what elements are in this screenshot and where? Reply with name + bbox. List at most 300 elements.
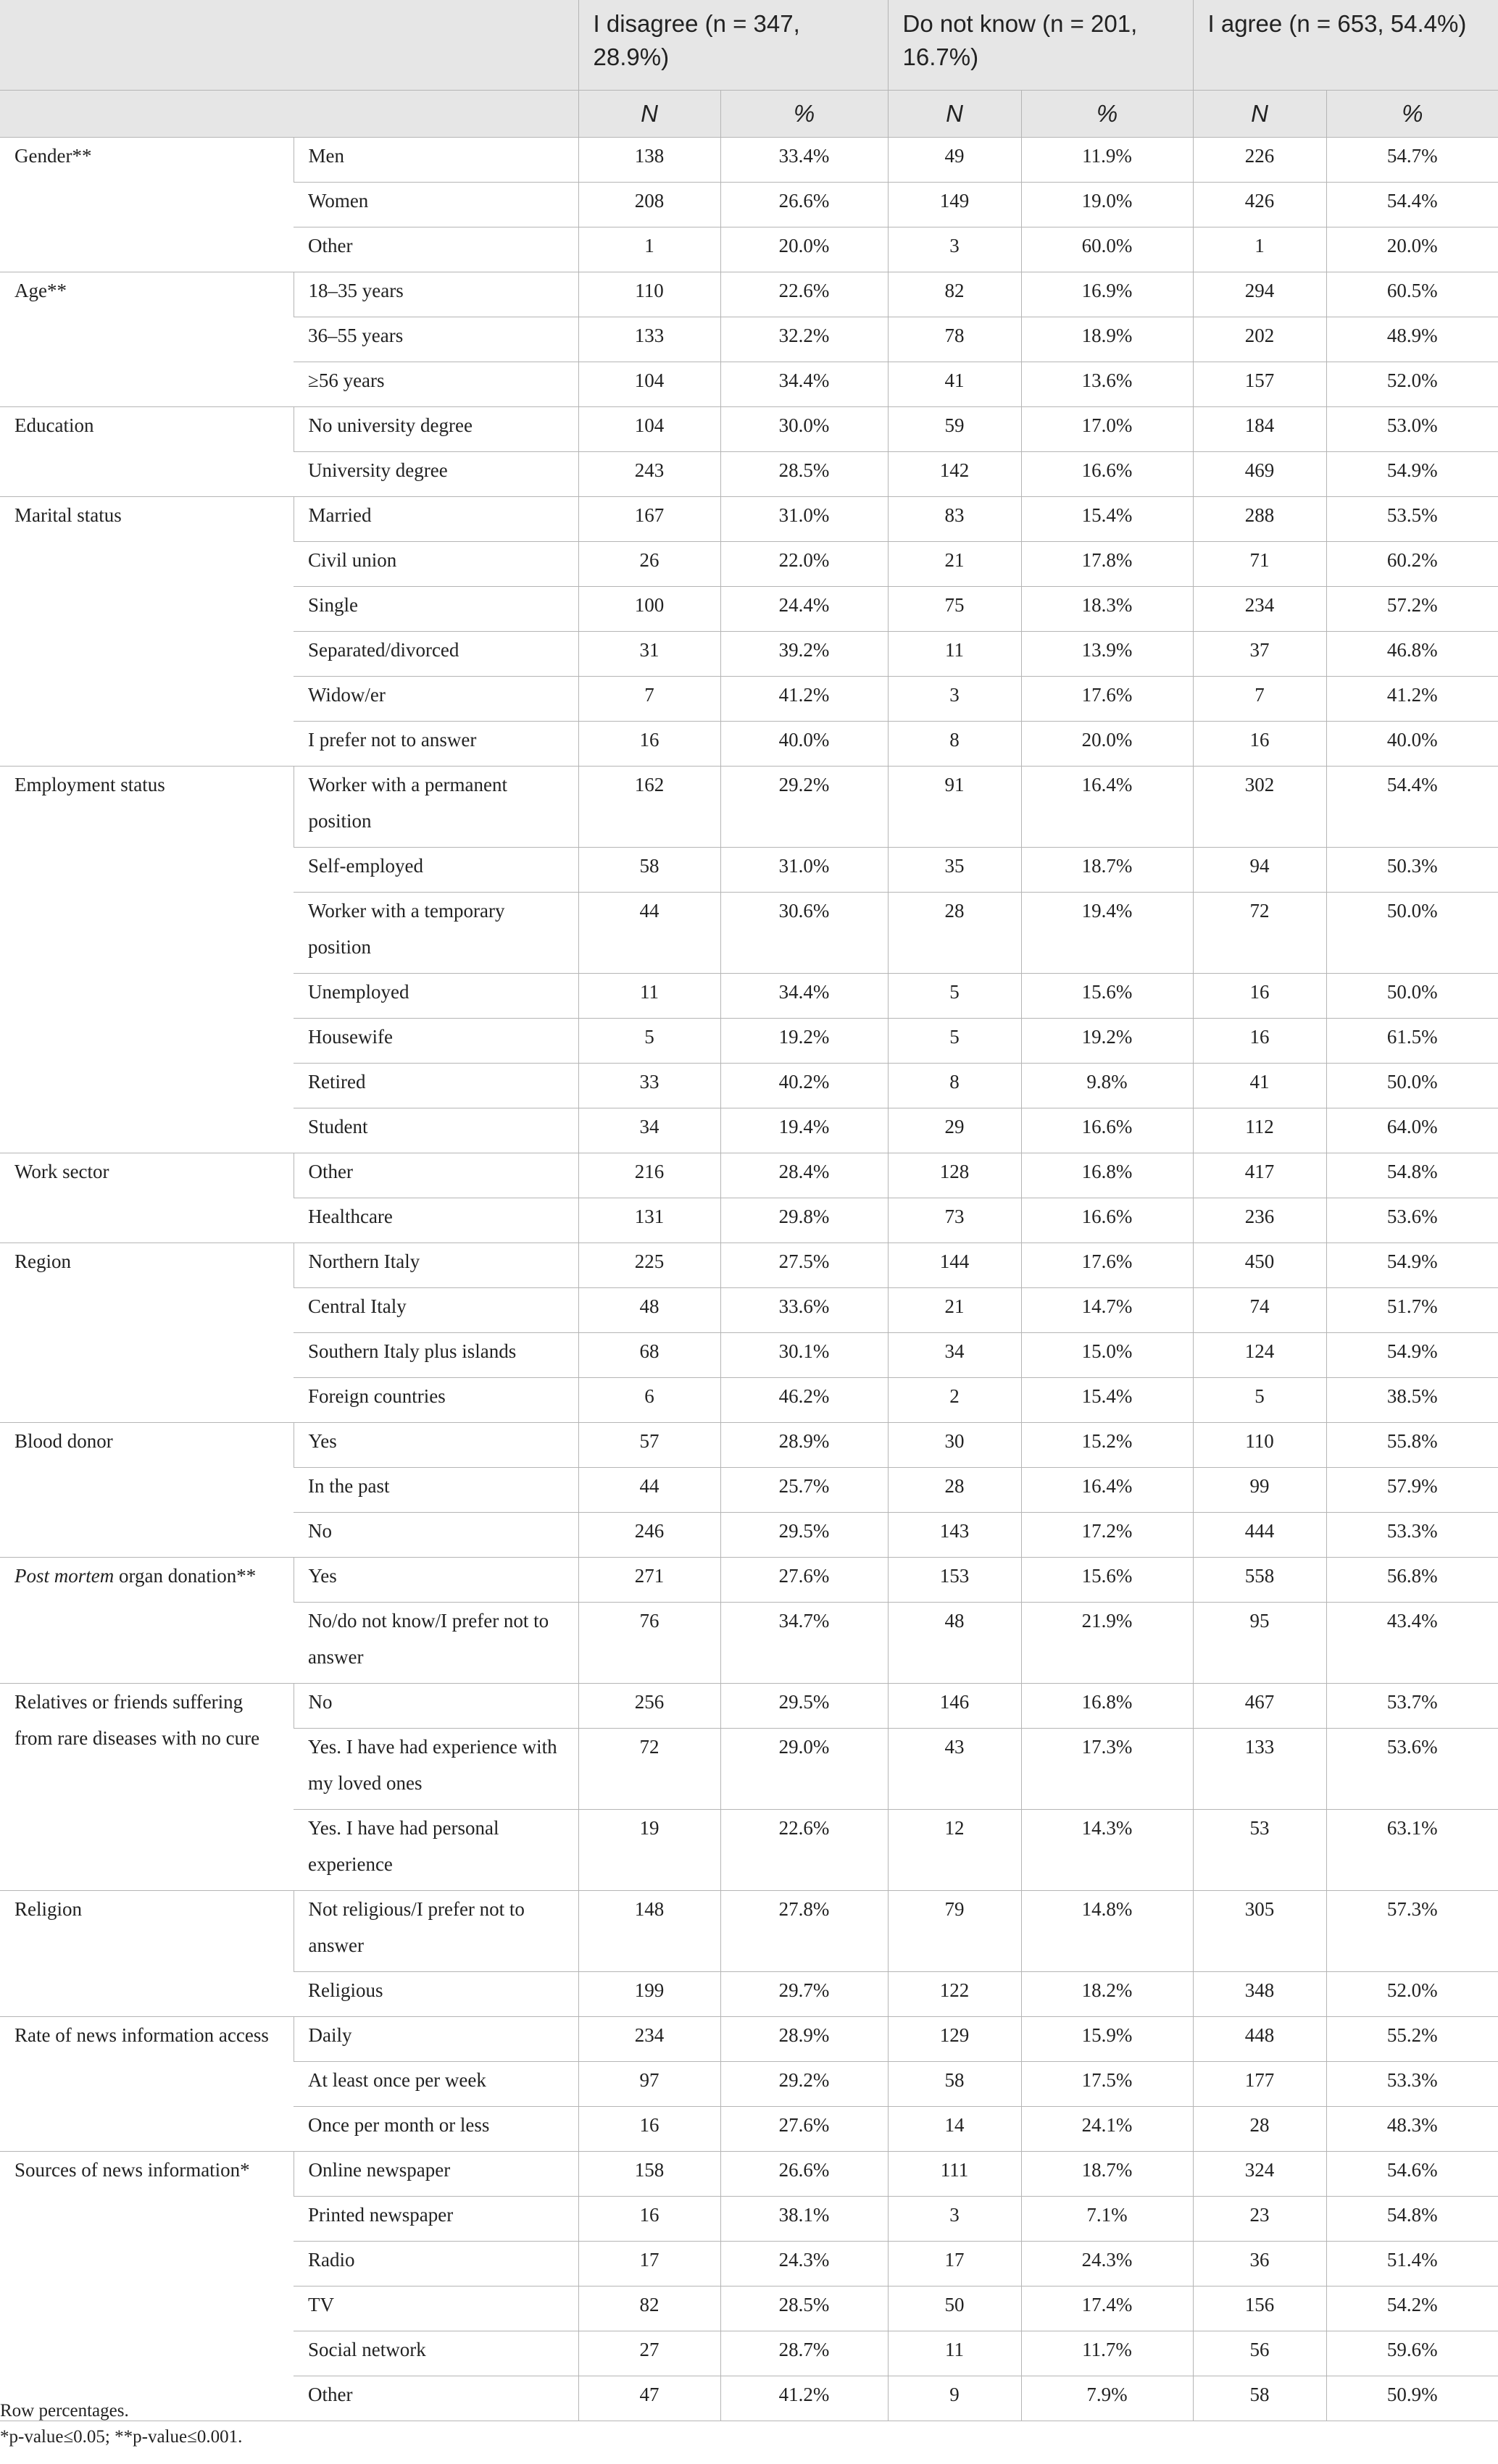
cell-dnk-n: 30	[888, 1423, 1021, 1468]
cell-dnk-pct: 18.7%	[1021, 848, 1193, 893]
cell-agree-n: 302	[1193, 767, 1326, 848]
cell-dnk-pct: 18.9%	[1021, 317, 1193, 362]
cell-agree-n: 234	[1193, 587, 1326, 632]
cell-disagree-n: 16	[578, 2197, 720, 2242]
cell-dnk-pct: 24.1%	[1021, 2107, 1193, 2152]
cell-disagree-n: 271	[578, 1558, 720, 1603]
cell-disagree-n: 44	[578, 893, 720, 974]
cell-disagree-n: 48	[578, 1288, 720, 1333]
cell-agree-pct: 50.0%	[1326, 974, 1498, 1019]
cell-dnk-pct: 15.6%	[1021, 974, 1193, 1019]
cell-agree-pct: 54.8%	[1326, 2197, 1498, 2242]
table-row	[0, 767, 1498, 848]
cell-disagree-n: 31	[578, 632, 720, 677]
cell-agree-pct: 54.6%	[1326, 2152, 1498, 2197]
cell-disagree-pct: 46.2%	[720, 1378, 888, 1423]
group-label	[0, 138, 294, 272]
cell-disagree-n: 26	[578, 542, 720, 587]
cell-dnk-pct: 16.6%	[1021, 1108, 1193, 1153]
subheader-dnk-n: N	[888, 91, 1021, 138]
category-label: Other	[294, 2376, 578, 2421]
cell-disagree-n: 97	[578, 2062, 720, 2107]
cell-agree-pct: 56.8%	[1326, 1558, 1498, 1603]
group-label-text: Marital status	[14, 504, 122, 526]
cell-agree-pct: 53.6%	[1326, 1729, 1498, 1810]
cell-disagree-pct: 30.0%	[720, 407, 888, 452]
cell-disagree-pct: 28.9%	[720, 1423, 888, 1468]
group-label-text: Religion	[14, 1898, 82, 1920]
cell-dnk-n: 128	[888, 1153, 1021, 1198]
cell-agree-pct: 57.9%	[1326, 1468, 1498, 1513]
category-label: Yes	[294, 1423, 578, 1468]
cell-agree-n: 184	[1193, 407, 1326, 452]
cell-disagree-n: 158	[578, 2152, 720, 2197]
cell-agree-n: 236	[1193, 1198, 1326, 1243]
cell-dnk-n: 82	[888, 272, 1021, 317]
cell-dnk-pct: 15.0%	[1021, 1333, 1193, 1378]
group-label-text: Education	[14, 414, 94, 436]
table-row	[0, 407, 1498, 452]
cell-agree-n: 58	[1193, 2376, 1326, 2421]
cell-dnk-pct: 17.3%	[1021, 1729, 1193, 1810]
category-label: Retired	[294, 1064, 578, 1108]
cell-agree-n: 16	[1193, 974, 1326, 1019]
cell-dnk-n: 75	[888, 587, 1021, 632]
cell-disagree-pct: 38.1%	[720, 2197, 888, 2242]
category-label: Unemployed	[294, 974, 578, 1019]
cell-agree-n: 36	[1193, 2242, 1326, 2286]
cell-dnk-n: 11	[888, 632, 1021, 677]
category-label: Printed newspaper	[294, 2197, 578, 2242]
category-label: Social network	[294, 2331, 578, 2376]
cell-dnk-n: 48	[888, 1603, 1021, 1684]
group-label-text: organ donation**	[114, 1565, 257, 1587]
group-label	[0, 1558, 294, 1684]
cell-agree-pct: 54.4%	[1326, 183, 1498, 227]
header-agree: I agree (n = 653, 54.4%)	[1193, 0, 1498, 91]
group-label-italic: Post mortem	[14, 1565, 115, 1587]
cell-agree-pct: 59.6%	[1326, 2331, 1498, 2376]
subheader-dnk-pct: %	[1021, 91, 1193, 138]
cell-disagree-pct: 30.6%	[720, 893, 888, 974]
category-label: University degree	[294, 452, 578, 497]
cell-dnk-n: 28	[888, 893, 1021, 974]
cell-disagree-pct: 29.2%	[720, 767, 888, 848]
category-label: Yes	[294, 1558, 578, 1603]
group-label	[0, 407, 294, 497]
cell-disagree-n: 1	[578, 227, 720, 272]
category-label: Men	[294, 138, 578, 183]
cell-dnk-pct: 21.9%	[1021, 1603, 1193, 1684]
cell-agree-n: 156	[1193, 2286, 1326, 2331]
cell-agree-pct: 53.7%	[1326, 1684, 1498, 1729]
cell-disagree-pct: 29.2%	[720, 2062, 888, 2107]
cell-agree-pct: 54.9%	[1326, 452, 1498, 497]
cell-dnk-pct: 17.6%	[1021, 677, 1193, 722]
cell-disagree-n: 16	[578, 722, 720, 767]
cell-disagree-pct: 24.4%	[720, 587, 888, 632]
cell-agree-pct: 50.0%	[1326, 1064, 1498, 1108]
subheader-agree-pct: %	[1326, 91, 1498, 138]
cell-disagree-n: 16	[578, 2107, 720, 2152]
cell-disagree-n: 44	[578, 1468, 720, 1513]
cell-dnk-n: 9	[888, 2376, 1021, 2421]
cell-agree-n: 1	[1193, 227, 1326, 272]
subheader-disagree-pct: %	[720, 91, 888, 138]
cell-agree-pct: 46.8%	[1326, 632, 1498, 677]
category-label: No university degree	[294, 407, 578, 452]
cell-dnk-n: 11	[888, 2331, 1021, 2376]
cell-disagree-n: 216	[578, 1153, 720, 1198]
cell-dnk-pct: 16.8%	[1021, 1684, 1193, 1729]
group-label	[0, 2152, 294, 2421]
cell-agree-n: 99	[1193, 1468, 1326, 1513]
table-row	[0, 2017, 1498, 2062]
subheader-blank	[0, 91, 578, 138]
cell-disagree-pct: 33.6%	[720, 1288, 888, 1333]
cell-agree-pct: 54.4%	[1326, 767, 1498, 848]
cell-dnk-pct: 15.2%	[1021, 1423, 1193, 1468]
cell-dnk-pct: 16.4%	[1021, 767, 1193, 848]
cell-agree-n: 95	[1193, 1603, 1326, 1684]
cell-agree-n: 426	[1193, 183, 1326, 227]
cell-agree-n: 448	[1193, 2017, 1326, 2062]
group-label	[0, 1153, 294, 1243]
group-label	[0, 2017, 294, 2152]
cell-disagree-n: 19	[578, 1810, 720, 1891]
category-label: Worker with a permanent position	[294, 767, 578, 848]
table-row	[0, 272, 1498, 317]
subheader-agree-n: N	[1193, 91, 1326, 138]
cell-dnk-pct: 17.8%	[1021, 542, 1193, 587]
group-label	[0, 497, 294, 767]
cell-agree-n: 177	[1193, 2062, 1326, 2107]
cell-agree-n: 16	[1193, 722, 1326, 767]
cell-disagree-pct: 24.3%	[720, 2242, 888, 2286]
cell-dnk-pct: 17.4%	[1021, 2286, 1193, 2331]
cell-dnk-n: 83	[888, 497, 1021, 542]
cell-agree-n: 53	[1193, 1810, 1326, 1891]
cell-dnk-n: 73	[888, 1198, 1021, 1243]
table-row	[0, 1243, 1498, 1288]
cell-agree-pct: 54.9%	[1326, 1243, 1498, 1288]
category-label: Yes. I have had personal experience	[294, 1810, 578, 1891]
cell-dnk-n: 149	[888, 183, 1021, 227]
cell-disagree-n: 58	[578, 848, 720, 893]
cell-disagree-pct: 29.7%	[720, 1972, 888, 2017]
group-label-text: Region	[14, 1250, 71, 1272]
cell-dnk-n: 8	[888, 1064, 1021, 1108]
category-label: Radio	[294, 2242, 578, 2286]
group-label-text: Sources of news information*	[14, 2159, 250, 2181]
cell-disagree-n: 72	[578, 1729, 720, 1810]
cell-agree-n: 74	[1193, 1288, 1326, 1333]
cell-disagree-pct: 32.2%	[720, 317, 888, 362]
category-label: Central Italy	[294, 1288, 578, 1333]
cell-dnk-pct: 15.9%	[1021, 2017, 1193, 2062]
cell-dnk-pct: 17.6%	[1021, 1243, 1193, 1288]
cell-dnk-n: 129	[888, 2017, 1021, 2062]
category-label: Not religious/I prefer not to answer	[294, 1891, 578, 1972]
cell-disagree-pct: 22.0%	[720, 542, 888, 587]
cell-dnk-n: 111	[888, 2152, 1021, 2197]
table-row	[0, 1558, 1498, 1603]
category-label: Housewife	[294, 1019, 578, 1064]
cell-agree-pct: 53.6%	[1326, 1198, 1498, 1243]
cell-agree-pct: 52.0%	[1326, 1972, 1498, 2017]
group-label-text: Employment status	[14, 774, 165, 795]
cell-agree-n: 37	[1193, 632, 1326, 677]
cell-agree-n: 288	[1193, 497, 1326, 542]
cell-agree-pct: 53.3%	[1326, 1513, 1498, 1558]
cell-agree-n: 41	[1193, 1064, 1326, 1108]
cell-dnk-pct: 60.0%	[1021, 227, 1193, 272]
cell-disagree-n: 34	[578, 1108, 720, 1153]
cell-disagree-n: 76	[578, 1603, 720, 1684]
cell-disagree-n: 148	[578, 1891, 720, 1972]
cell-agree-n: 469	[1193, 452, 1326, 497]
cell-agree-pct: 51.4%	[1326, 2242, 1498, 2286]
cell-disagree-n: 82	[578, 2286, 720, 2331]
cell-agree-n: 71	[1193, 542, 1326, 587]
cell-disagree-pct: 34.7%	[720, 1603, 888, 1684]
cell-disagree-pct: 40.2%	[720, 1064, 888, 1108]
group-label	[0, 1684, 294, 1891]
cell-dnk-pct: 16.4%	[1021, 1468, 1193, 1513]
cell-disagree-n: 208	[578, 183, 720, 227]
cell-dnk-n: 5	[888, 974, 1021, 1019]
cell-dnk-pct: 9.8%	[1021, 1064, 1193, 1108]
cell-dnk-n: 29	[888, 1108, 1021, 1153]
footnote-significance: *p-value≤0.05; **p-value≤0.001.	[0, 2427, 243, 2447]
cell-agree-n: 467	[1193, 1684, 1326, 1729]
category-label: Southern Italy plus islands	[294, 1333, 578, 1378]
cell-dnk-n: 122	[888, 1972, 1021, 2017]
cell-disagree-pct: 29.5%	[720, 1684, 888, 1729]
cell-agree-pct: 60.5%	[1326, 272, 1498, 317]
cell-disagree-pct: 26.6%	[720, 183, 888, 227]
cell-agree-pct: 38.5%	[1326, 1378, 1498, 1423]
footnotes	[0, 2398, 242, 2450]
cell-disagree-pct: 34.4%	[720, 362, 888, 407]
group-label	[0, 1423, 294, 1558]
cell-agree-pct: 53.3%	[1326, 2062, 1498, 2107]
cell-dnk-pct: 20.0%	[1021, 722, 1193, 767]
cell-dnk-pct: 19.4%	[1021, 893, 1193, 974]
category-label: Once per month or less	[294, 2107, 578, 2152]
cell-disagree-pct: 28.7%	[720, 2331, 888, 2376]
cell-agree-pct: 20.0%	[1326, 227, 1498, 272]
cell-disagree-n: 133	[578, 317, 720, 362]
cell-dnk-n: 79	[888, 1891, 1021, 1972]
cell-disagree-pct: 41.2%	[720, 2376, 888, 2421]
cell-dnk-pct: 14.3%	[1021, 1810, 1193, 1891]
cell-dnk-pct: 11.7%	[1021, 2331, 1193, 2376]
cell-disagree-n: 243	[578, 452, 720, 497]
cell-agree-pct: 50.3%	[1326, 848, 1498, 893]
category-label: I prefer not to answer	[294, 722, 578, 767]
category-label: Online newspaper	[294, 2152, 578, 2197]
cell-agree-n: 94	[1193, 848, 1326, 893]
cell-dnk-pct: 17.0%	[1021, 407, 1193, 452]
category-label: Foreign countries	[294, 1378, 578, 1423]
cell-disagree-n: 104	[578, 362, 720, 407]
cell-dnk-pct: 16.8%	[1021, 1153, 1193, 1198]
cell-dnk-pct: 19.0%	[1021, 183, 1193, 227]
cell-agree-n: 450	[1193, 1243, 1326, 1288]
category-label: Self-employed	[294, 848, 578, 893]
category-label: No	[294, 1684, 578, 1729]
cell-disagree-pct: 27.6%	[720, 2107, 888, 2152]
cell-dnk-pct: 13.6%	[1021, 362, 1193, 407]
cell-agree-pct: 60.2%	[1326, 542, 1498, 587]
cell-agree-pct: 51.7%	[1326, 1288, 1498, 1333]
cell-agree-n: 133	[1193, 1729, 1326, 1810]
cell-disagree-n: 17	[578, 2242, 720, 2286]
cell-disagree-pct: 20.0%	[720, 227, 888, 272]
cell-disagree-n: 246	[578, 1513, 720, 1558]
cell-disagree-pct: 28.5%	[720, 2286, 888, 2331]
cell-agree-n: 348	[1193, 1972, 1326, 2017]
cell-dnk-n: 12	[888, 1810, 1021, 1891]
cell-dnk-n: 153	[888, 1558, 1021, 1603]
cell-dnk-n: 5	[888, 1019, 1021, 1064]
cell-disagree-n: 5	[578, 1019, 720, 1064]
cell-disagree-pct: 28.5%	[720, 452, 888, 497]
cell-disagree-n: 131	[578, 1198, 720, 1243]
cell-dnk-n: 14	[888, 2107, 1021, 2152]
cell-agree-n: 444	[1193, 1513, 1326, 1558]
cell-dnk-pct: 17.5%	[1021, 2062, 1193, 2107]
cell-disagree-pct: 40.0%	[720, 722, 888, 767]
group-label	[0, 1891, 294, 2017]
cell-disagree-n: 104	[578, 407, 720, 452]
cell-disagree-pct: 29.0%	[720, 1729, 888, 1810]
category-label: At least once per week	[294, 2062, 578, 2107]
cell-dnk-n: 91	[888, 767, 1021, 848]
cell-dnk-pct: 15.4%	[1021, 497, 1193, 542]
cell-dnk-n: 50	[888, 2286, 1021, 2331]
cell-agree-pct: 57.3%	[1326, 1891, 1498, 1972]
cell-disagree-n: 225	[578, 1243, 720, 1288]
category-label: Northern Italy	[294, 1243, 578, 1288]
cell-disagree-n: 138	[578, 138, 720, 183]
cell-disagree-n: 256	[578, 1684, 720, 1729]
cell-disagree-n: 7	[578, 677, 720, 722]
table-row	[0, 1153, 1498, 1198]
cell-dnk-pct: 13.9%	[1021, 632, 1193, 677]
group-label-text: Work sector	[14, 1161, 109, 1182]
cell-disagree-n: 68	[578, 1333, 720, 1378]
cell-disagree-n: 162	[578, 767, 720, 848]
cell-dnk-n: 43	[888, 1729, 1021, 1810]
cell-agree-pct: 54.8%	[1326, 1153, 1498, 1198]
cell-disagree-pct: 22.6%	[720, 272, 888, 317]
cell-dnk-n: 144	[888, 1243, 1021, 1288]
cell-dnk-n: 59	[888, 407, 1021, 452]
cell-agree-pct: 53.5%	[1326, 497, 1498, 542]
cell-dnk-pct: 16.6%	[1021, 1198, 1193, 1243]
cell-agree-pct: 64.0%	[1326, 1108, 1498, 1153]
cell-agree-n: 7	[1193, 677, 1326, 722]
cell-disagree-n: 100	[578, 587, 720, 632]
table-row	[0, 1423, 1498, 1468]
table-row	[0, 497, 1498, 542]
cell-disagree-n: 234	[578, 2017, 720, 2062]
cell-disagree-n: 27	[578, 2331, 720, 2376]
cell-disagree-pct: 28.9%	[720, 2017, 888, 2062]
group-label-text: Blood donor	[14, 1430, 113, 1452]
cell-disagree-pct: 26.6%	[720, 2152, 888, 2197]
cell-disagree-pct: 30.1%	[720, 1333, 888, 1378]
cell-disagree-pct: 22.6%	[720, 1810, 888, 1891]
cell-disagree-n: 57	[578, 1423, 720, 1468]
cell-dnk-pct: 17.2%	[1021, 1513, 1193, 1558]
cell-disagree-pct: 28.4%	[720, 1153, 888, 1198]
group-label-text: Rate of news information access	[14, 2024, 269, 2046]
cell-dnk-n: 3	[888, 2197, 1021, 2242]
cell-disagree-pct: 29.5%	[720, 1513, 888, 1558]
cell-agree-n: 72	[1193, 893, 1326, 974]
cell-disagree-pct: 39.2%	[720, 632, 888, 677]
cell-dnk-n: 21	[888, 1288, 1021, 1333]
category-label: Single	[294, 587, 578, 632]
cell-agree-n: 56	[1193, 2331, 1326, 2376]
cell-dnk-n: 2	[888, 1378, 1021, 1423]
category-label: In the past	[294, 1468, 578, 1513]
cell-disagree-pct: 27.8%	[720, 1891, 888, 1972]
cell-dnk-n: 78	[888, 317, 1021, 362]
group-label	[0, 767, 294, 1153]
category-label: 18–35 years	[294, 272, 578, 317]
cell-disagree-pct: 27.5%	[720, 1243, 888, 1288]
cell-dnk-n: 21	[888, 542, 1021, 587]
cell-agree-pct: 52.0%	[1326, 362, 1498, 407]
cell-dnk-n: 41	[888, 362, 1021, 407]
cell-dnk-n: 3	[888, 677, 1021, 722]
cell-disagree-n: 33	[578, 1064, 720, 1108]
cell-dnk-pct: 24.3%	[1021, 2242, 1193, 2286]
category-label: Widow/er	[294, 677, 578, 722]
cell-dnk-n: 17	[888, 2242, 1021, 2286]
cell-dnk-pct: 15.6%	[1021, 1558, 1193, 1603]
cell-disagree-pct: 25.7%	[720, 1468, 888, 1513]
cell-dnk-pct: 14.7%	[1021, 1288, 1193, 1333]
cell-disagree-n: 11	[578, 974, 720, 1019]
cell-agree-n: 124	[1193, 1333, 1326, 1378]
cell-disagree-n: 47	[578, 2376, 720, 2421]
category-label: 36–55 years	[294, 317, 578, 362]
cell-disagree-pct: 33.4%	[720, 138, 888, 183]
cell-agree-n: 5	[1193, 1378, 1326, 1423]
cell-dnk-pct: 16.6%	[1021, 452, 1193, 497]
category-label: Other	[294, 227, 578, 272]
table-row	[0, 138, 1498, 183]
cell-agree-pct: 50.9%	[1326, 2376, 1498, 2421]
cell-agree-n: 202	[1193, 317, 1326, 362]
table-row	[0, 1891, 1498, 1972]
cell-agree-n: 28	[1193, 2107, 1326, 2152]
category-label: ≥56 years	[294, 362, 578, 407]
cell-agree-n: 417	[1193, 1153, 1326, 1198]
cell-dnk-pct: 19.2%	[1021, 1019, 1193, 1064]
cell-agree-pct: 55.8%	[1326, 1423, 1498, 1468]
cell-dnk-n: 35	[888, 848, 1021, 893]
cell-agree-pct: 50.0%	[1326, 893, 1498, 974]
cell-dnk-n: 143	[888, 1513, 1021, 1558]
cell-disagree-pct: 31.0%	[720, 497, 888, 542]
cell-agree-pct: 40.0%	[1326, 722, 1498, 767]
